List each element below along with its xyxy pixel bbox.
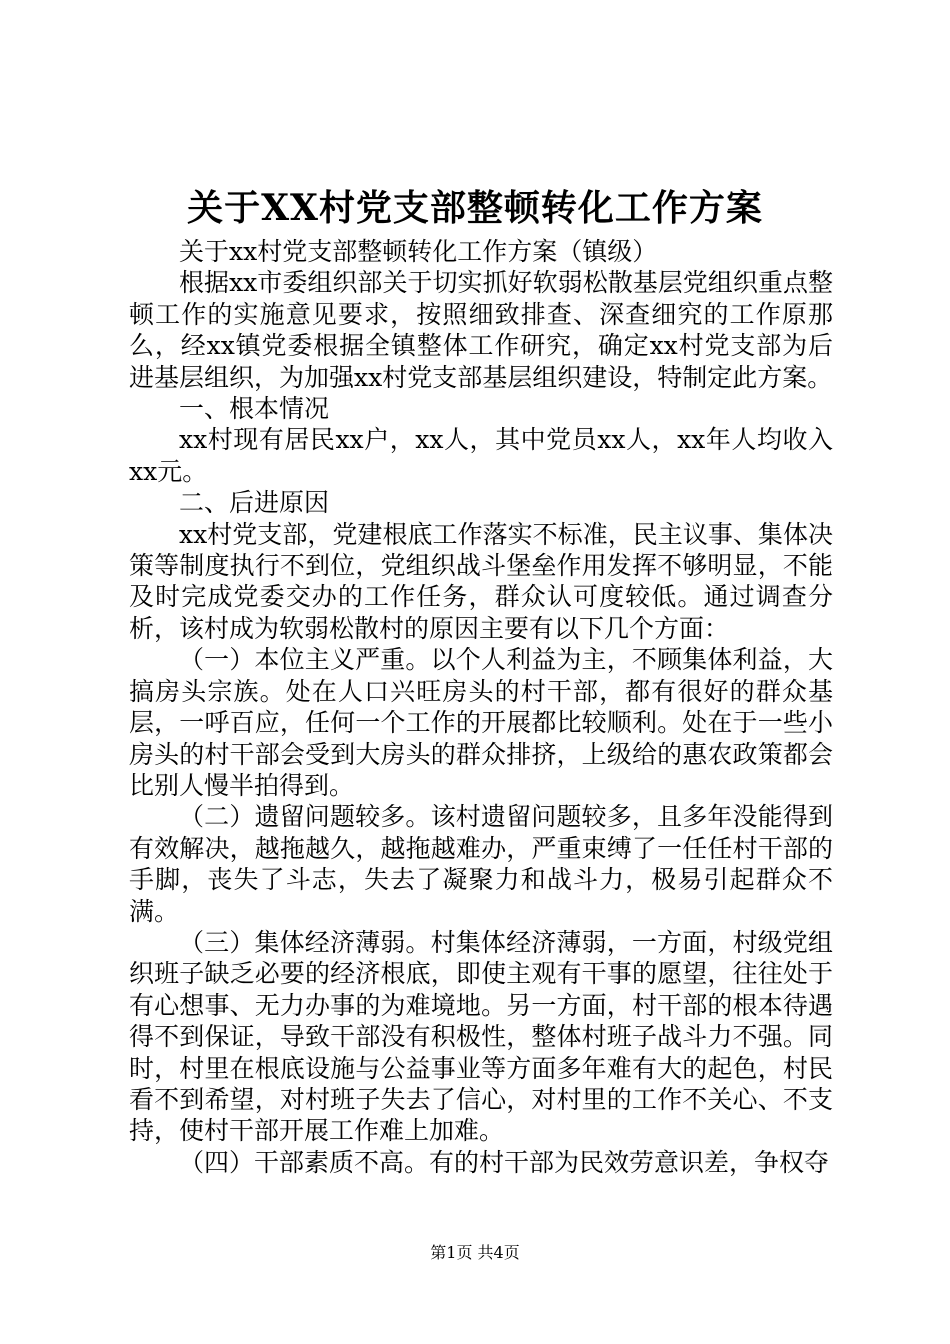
paragraph: （三）集体经济薄弱。村集体经济薄弱，一方面，村级党组织班子缺乏必要的经济根底，即使主观有干事的愿望，往往处于有心想事、无力办事的为难境地。另一方面，村干部的根本待遇得不到保证，导致干部没有积极性，整体村班子战斗力不强。同时，村里在根底设施与公益事业等方面多年难有大的起色，村民看不到希望，对村班子失去了信心，对村里的工作不关心、不支持，使村干部开展工作难上加难。 <box>129 927 833 1146</box>
document-title: 关于XX村党支部整顿转化工作方案 <box>187 187 763 229</box>
paragraph: 根据xx市委组织部关于切实抓好软弱松散基层党组织重点整顿工作的实施意见要求，按照细致排查、深查细究的工作原那么，经xx镇党委根据全镇整体工作研究，确定xx村党支部为后进基层组织，为加强xx村党支部基层组织建设，特制定此方案。 <box>129 268 833 392</box>
paragraph: xx村现有居民xx户，xx人，其中党员xx人，xx年人均收入xx元。 <box>129 425 833 486</box>
section-heading: 二、后进原因 <box>179 488 330 518</box>
paragraph: （四）干部素质不高。有的村干部为民效劳意识差，争权夺 <box>179 1147 830 1177</box>
section-heading: 一、根本情况 <box>179 394 330 424</box>
paragraph-subtitle: 关于xx村党支部整顿转化工作方案（镇级） <box>179 237 658 266</box>
paragraph: xx村党支部，党建根底工作落实不标准，民主议事、集体决策等制度执行不到位，党组织战斗堡垒作用发挥不够明显，不能及时完成党委交办的工作任务，群众认可度较低。通过调查分析，该村成为软弱松散村的原因主要有以下几个方面： <box>129 519 833 643</box>
paragraph: （一）本位主义严重。以个人利益为主，不顾集体利益，大搞房头宗族。处在人口兴旺房头的村干部，都有很好的群众基层，一呼百应，任何一个工作的开展都比较顺利。处在于一些小房头的村干部会受到大房头的群众排挤，上级给的惠农政策都会比别人慢半拍得到。 <box>129 645 833 800</box>
page-footer: 第1页 共4页 <box>430 1243 520 1262</box>
document-body <box>129 236 833 1178</box>
paragraph: （二）遗留问题较多。该村遗留问题较多，且多年没能得到有效解决，越拖越久，越拖越难办，严重束缚了一任任村干部的手脚，丧失了斗志，失去了凝聚力和战斗力，极易引起群众不满。 <box>129 802 833 926</box>
